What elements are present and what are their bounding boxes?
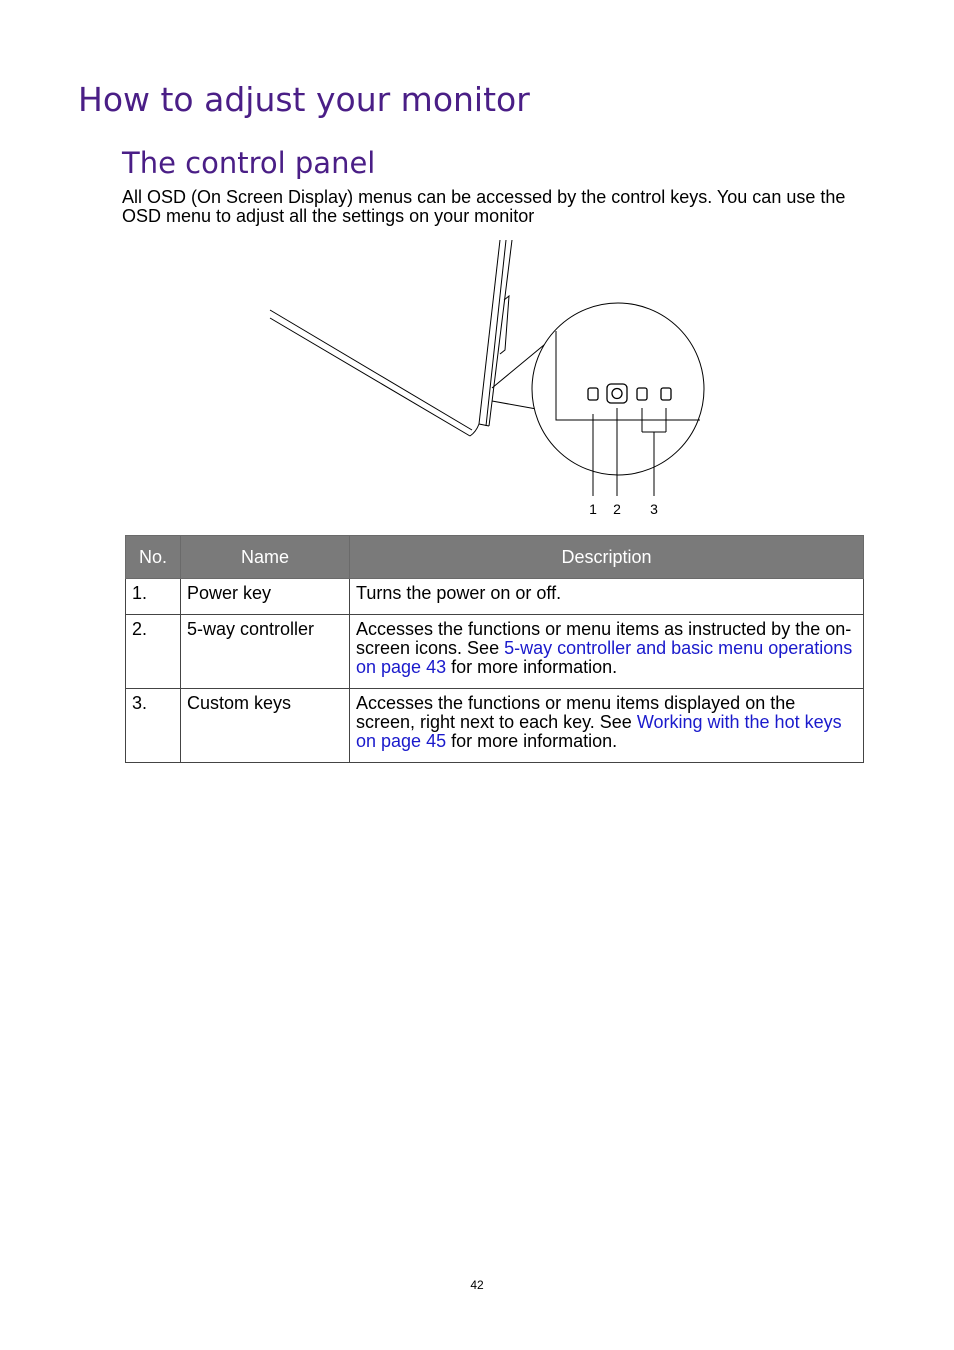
row-no: 1.	[126, 579, 181, 615]
callout-3: 3	[650, 501, 658, 517]
table-header-row	[126, 536, 864, 579]
table-row	[126, 579, 864, 615]
callout-1: 1	[589, 501, 597, 517]
link-hot-keys[interactable]: Working with the hot keys on page 45	[356, 712, 842, 751]
row-description: Accesses the functions or menu items as instructed by the on-screen icons. See 5-way controller and basic menu operations on page 43 for more information.	[350, 615, 864, 689]
monitor-outline	[270, 240, 550, 436]
row-description: Turns the power on or off.	[350, 579, 864, 615]
monitor-drawing	[260, 238, 720, 523]
table-row	[126, 689, 864, 763]
header-description: Description	[350, 536, 864, 579]
table-row	[126, 615, 864, 689]
link-5-way-controller[interactable]: 5-way controller and basic menu operations on page 43	[356, 638, 853, 677]
row-name: Power key	[181, 579, 350, 615]
row-description: Accesses the functions or menu items displayed on the screen, right next to each key. See Working with the hot keys on page 45 for more information.	[350, 689, 864, 763]
control-panel-illustration	[260, 238, 720, 523]
intro-paragraph: All OSD (On Screen Display) menus can be accessed by the control keys. You can use the OSD menu to adjust all the settings on your monitor	[122, 187, 846, 226]
page-heading: How to adjust your monitor	[78, 80, 530, 119]
row-name: 5-way controller	[181, 615, 350, 689]
control-keys-table	[125, 535, 864, 763]
row-name: Custom keys	[181, 689, 350, 763]
header-name: Name	[181, 536, 350, 579]
header-no: No.	[126, 536, 181, 579]
row-no: 2.	[126, 615, 181, 689]
section-title: The control panel	[122, 146, 376, 180]
callout-2: 2	[613, 501, 621, 517]
page-number: 42	[470, 1278, 484, 1292]
row-no: 3.	[126, 689, 181, 763]
